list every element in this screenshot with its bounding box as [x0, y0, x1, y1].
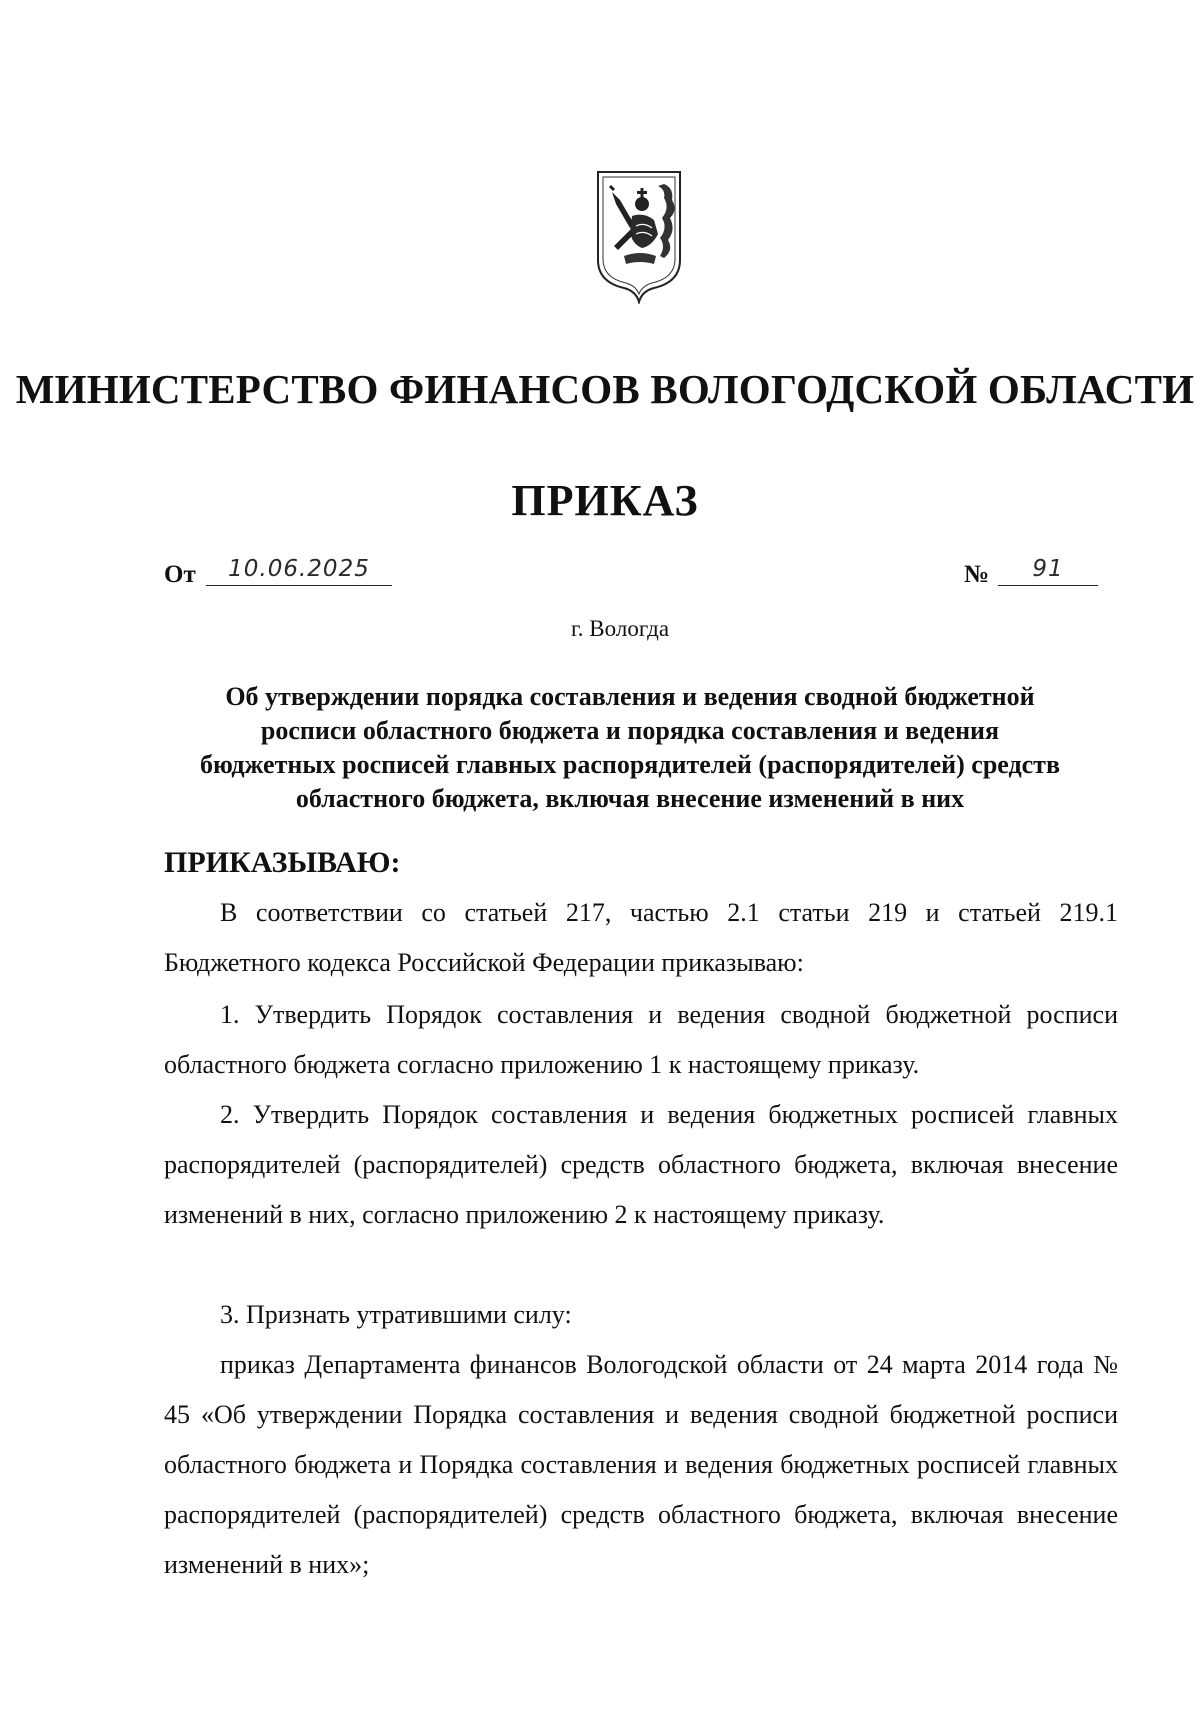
- document-type-title: ПРИКАЗ: [511, 476, 699, 525]
- order-word-heading: ПРИКАЗЫВАЮ:: [164, 846, 401, 879]
- body-paragraph-item-2: 2. Утвердить Порядок составления и ведения бюджетных росписей главных распорядителей (распорядителей) средств областного бюджета, включая внесение изменений в них, согласно приложению 2 к настоящему приказу.: [164, 1100, 1118, 1229]
- body-paragraph-preamble: В соответствии со статьей 217, частью 2.1 статьи 219 и статьей 219.1 Бюджетного кодекса Российской Федерации приказываю:: [164, 898, 1118, 977]
- body-paragraph-repealed-order: приказ Департамента финансов Вологодской области от 24 марта 2014 года № 45 «Об утверждении Порядка составления и ведения сводной бюджетной росписи областного бюджета и Порядка составления и ведения бюджетных росписей главных распорядителей (распорядителей) средств областного бюджета, включая внесение изменений в них»;: [164, 1350, 1118, 1579]
- ministry-title: МИНИСТЕРСТВО ФИНАНСОВ ВОЛОГОДСКОЙ ОБЛАСТИ: [15, 366, 1195, 412]
- date-number-row: [164, 555, 1098, 595]
- number-field: [998, 555, 1098, 586]
- subject-line: областного бюджета, включая внесение изменений в них: [295, 784, 965, 813]
- order-subject: [150, 680, 1110, 816]
- subject-line: росписи областного бюджета и порядка составления и ведения: [260, 716, 1000, 745]
- number-value: 91: [1032, 556, 1064, 582]
- city-line: г. Вологда: [570, 616, 670, 641]
- date-label: От: [164, 561, 196, 588]
- body-paragraph-item-1: 1. Утвердить Порядок составления и ведения сводной бюджетной росписи областного бюджета согласно приложению 1 к настоящему приказу.: [164, 1000, 1118, 1079]
- body-paragraph-item-3: 3. Признать утратившими силу:: [220, 1300, 572, 1329]
- subject-line: бюджетных росписей главных распорядителей (распорядителей) средств: [199, 750, 1060, 779]
- coat-of-arms-emblem: [594, 170, 684, 304]
- number-label: №: [964, 561, 990, 588]
- subject-line: Об утверждении порядка составления и ведения сводной бюджетной: [225, 682, 1035, 711]
- date-field: [206, 555, 392, 586]
- date-value: 10.06.2025: [228, 556, 370, 582]
